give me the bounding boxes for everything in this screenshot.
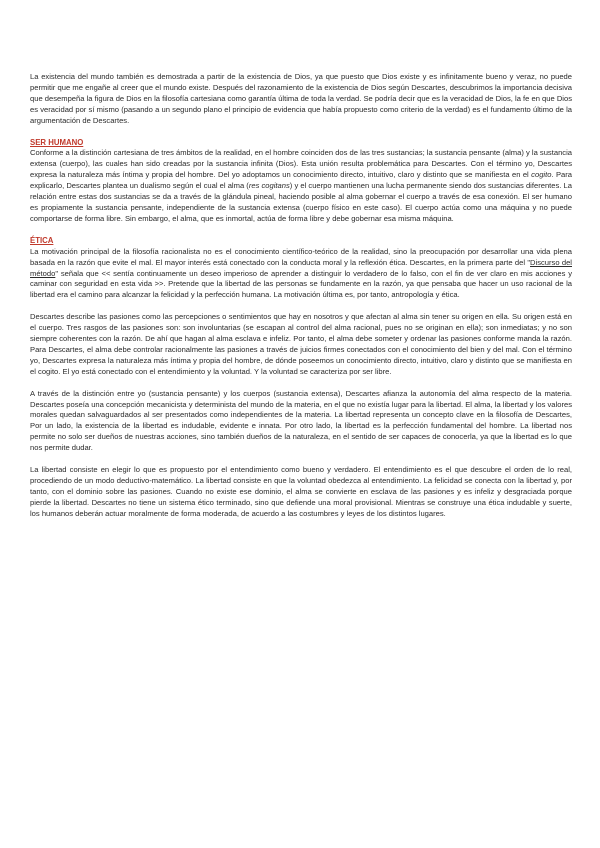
- spacer: [30, 301, 572, 312]
- section-heading-ser-humano: SER HUMANO: [30, 137, 84, 147]
- section-heading-etica: ÉTICA: [30, 235, 54, 245]
- spacer: [30, 225, 572, 236]
- etica-paragraph-1: [30, 247, 572, 302]
- ser-humano-paragraph: [30, 148, 572, 224]
- discurso-metodo-link[interactable]: Discurso del método: [30, 257, 572, 278]
- etica-paragraph-4: La libertad consiste en elegir lo que es propuesto por el entendimiento como bueno y verdadero. El entendimiento es el que descubre el orden de lo real, procediendo de un modo deductivo-matemático. La libertad consiste en que la voluntad obedezca al entendimiento. La felicidad se conecta con la libertad y, por tanto, con el dominio sobre las pasiones. Cuando no existe ese dominio, el alma se convierte en esclava de las pasiones y es infeliz y desgraciada porque pierde la libertad. Descartes no tiene un sistema ético terminado, sino que defiende una moral provisional. Mientras se construye una ética indudable y suerte, los humanos deberán actuar moralmente de forma moderada, de acuerdo a las costumbres y leyes de los distintos lugares.: [30, 465, 572, 518]
- etica-text-b: " señala que << sentía continuamente un deseo imperioso de aprender a distinguir lo verdadero de lo falso, con el fin de ver claro en mis acciones y caminar con seguridad en esta vida >>. Pretende que la libertad de las personas se fundamente en la razón, ya que pensaba que hacer un uso racional de la libertad era el camino para alcanzar la felicidad y la perfección humana. La motivación última es, por tanto, antropología y ética.: [30, 268, 572, 300]
- spacer: [30, 454, 572, 465]
- spacer: [30, 127, 572, 138]
- etica-text-a: La motivación principal de la filosofía racionalista no es el conocimiento científico-teórico de la realidad, sino la preocupación por desarrollar una vida plena basada en la razón que evite el mal. El mayor interés está conectado con la conducta moral y la reflexión ética. Descartes, en la primera parte del ": [30, 246, 572, 267]
- ser-humano-text-c: ) y el cuerpo mantienen una lucha permanente siendo dos sustancias diferentes. La relación entre estas dos sustancias se da a través de la glándula pineal, haciendo posible al alma gobernar el cuerpo a través de esa conexión. El ser humano es propiamente la sustancia pensante, independiente de la sustancia extensa (cuerpo físico en este caso). El cuerpo actúa como una máquina y no puede comportarse de forma libre. Sin embargo, el alma, que es inmortal, actúa de forma libre y debe gobernar esa misma máquina.: [30, 181, 572, 223]
- ser-humano-text-b: . Para explicarlo, Descartes plantea un dualismo según el cual el alma (: [30, 170, 573, 191]
- ser-humano-text-a: Conforme a la distinción cartesiana de tres ámbitos de la realidad, en el hombre coinciden dos de las tres sustancias; la sustancia pensante (alma) y la sustancia extensa (cuerpo), las cuales han sido creadas por la sustancia infinita (Dios). Esta unión resulta problemática para Descartes. Con el término yo, Descartes expresa la naturaleza más íntima y propia del hombre. Del yo adoptamos un conocimiento directo, intuitivo, claro y distinto que se manifiesta en el: [30, 148, 572, 180]
- etica-paragraph-3: A través de la distinción entre yo (sustancia pensante) y los cuerpos (sustancia extensa), Descartes afianza la autonomía del alma respecto de la materia. Descartes poseía una concepción mecanicista y determinista del mundo de la materia, en el que no existía lugar para la libertad. El alma, la libertad y los valores morales quedan salvaguardados al ser presentados como independientes de la materia. La libertad representa un concepto clave en la filosofía de Descartes, Por un lado, la existencia de la libertad es indudable, evidente e innata. Por otro lado, la libertad es la perfección fundamental del hombre. La libertad nos permite no solo ser dueños de nuestras acciones, sino también dueños de la naturaleza, en el sentido de ser capaces de conocerla, ya que la libertad es lo que nos permite dudar.: [30, 388, 572, 453]
- cogito-term: cogito: [531, 170, 552, 180]
- spacer: [30, 378, 572, 389]
- res-cogitans-term: res cogitans: [248, 181, 290, 191]
- intro-paragraph: La existencia del mundo también es demostrada a partir de la existencia de Dios, ya que puesto que Dios existe y es infinitamente bueno y veraz, no puede permitir que me engañe al creer que el mundo existe. Después del razonamiento de la existencia de Dios según Descartes, descubrimos la importancia decisiva que desempeña la figura de Dios en la filosofía cartesiana como garantía última de toda la verdad. Se podría decir que es la veracidad de Dios, la fe en que Dios es veracidad por sí mismo (pasando a un segundo plano el principio de evidencia que había propuesto como criterio de la verdad) es el fundamento último de la argumentación de Descartes.: [30, 72, 573, 125]
- etica-paragraph-2: Descartes describe las pasiones como las percepciones o sentimientos que hay en nosotros y que afectan al alma sin tener su origen en ella. Su origen está en el cuerpo. Tres rasgos de las pasiones son: son involuntarias (se escapan al control del alma racional, pues no se originan en ella); son inmediatas; y no son siempre coherentes con la razón. De ahí que hagan al alma esclava e infeliz. Por tanto, el alma debe someter y ordenar las pasiones conforme manda la razón. Para Descartes, el alma debe controlar racionalmente las pasiones a través de juicios firmes conectados con el conocimiento del bien y del mal. Con el término yo, Descartes expresa la naturaleza más íntima y propia del hombre, de dónde poseemos un conocimiento directo, intuitivo, claro y distinto que se manifiesta en el cogito. El yo está conectado con el entendimiento y la voluntad. Y la voluntad se caracteriza por ser libre.: [30, 312, 572, 376]
